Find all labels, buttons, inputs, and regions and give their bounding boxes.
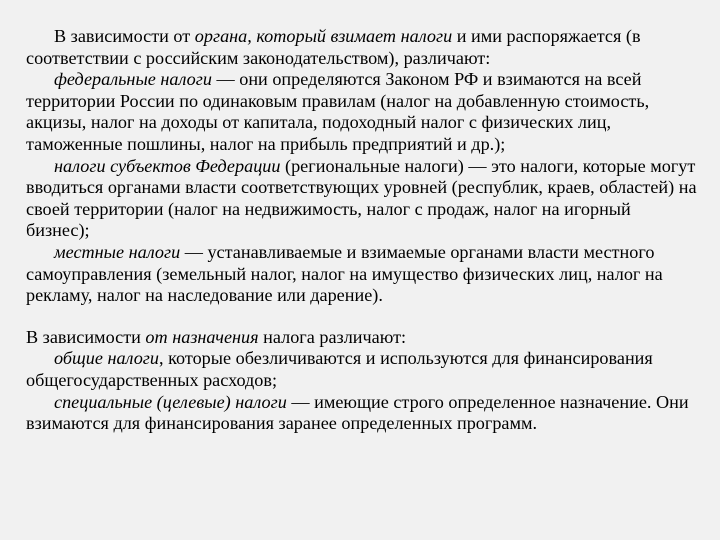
term-general-taxes: общие налоги (54, 348, 159, 369)
term-regional-taxes: налоги субъектов Федерации (54, 155, 281, 176)
intro-text-end: и ими распоряжается (в соответствии с российским законодательством), различают: (26, 26, 641, 68)
term-federal-taxes: федеральные налоги (54, 69, 212, 90)
paragraph-special-taxes (26, 392, 698, 435)
purpose-intro-start: В зависимости (26, 326, 146, 347)
term-special-taxes: специальные (целевые) налоги (54, 391, 287, 412)
purpose-intro-end: налога различают: (258, 326, 407, 347)
intro-text-start: В зависимости от (54, 26, 195, 46)
regional-taxes-description: (региональные налоги) — это налоги, которые могут вводиться органами власти соответствующих уровней (республик, краев, областей) на своей территории (налог на недвижимость, налог с продаж, налог на игорный бизнес); (26, 155, 697, 241)
special-taxes-description: — имеющие строго определенное назначение. Они взимаются для финансирования заранее определенных программ. (26, 391, 689, 434)
paragraph-intro-organ (26, 26, 698, 69)
federal-taxes-description: — они определяются Законом РФ и взимаются на всей территории России по одинаковым правилам (налог на добавленную стоимость, акцизы, налог на доходы от капитала, подоходный налог с физических лиц, таможенные пошлины, налог на прибыль предприятий и др.); (26, 69, 650, 154)
paragraph-federal-taxes (26, 69, 698, 155)
paragraph-general-taxes (26, 348, 698, 391)
paragraph-local-taxes (26, 242, 698, 307)
general-taxes-description: , которые обезличиваются и используются для финансирования общегосударственных расходов; (26, 348, 653, 390)
purpose-intro-italic: от назначения (145, 326, 259, 347)
local-taxes-description: — устанавливаемые и взимаемые органами власти местного самоуправления (земельный налог, налог на имущество физических лиц, налог на рекламу, налог на наследование или дарение). (26, 241, 663, 306)
document-page (26, 26, 698, 435)
term-local-taxes: местные налоги (54, 241, 181, 262)
intro-italic-organ: органа, который взимает налоги (194, 26, 453, 46)
paragraph-regional-taxes (26, 156, 698, 242)
paragraph-intro-purpose (26, 327, 698, 349)
